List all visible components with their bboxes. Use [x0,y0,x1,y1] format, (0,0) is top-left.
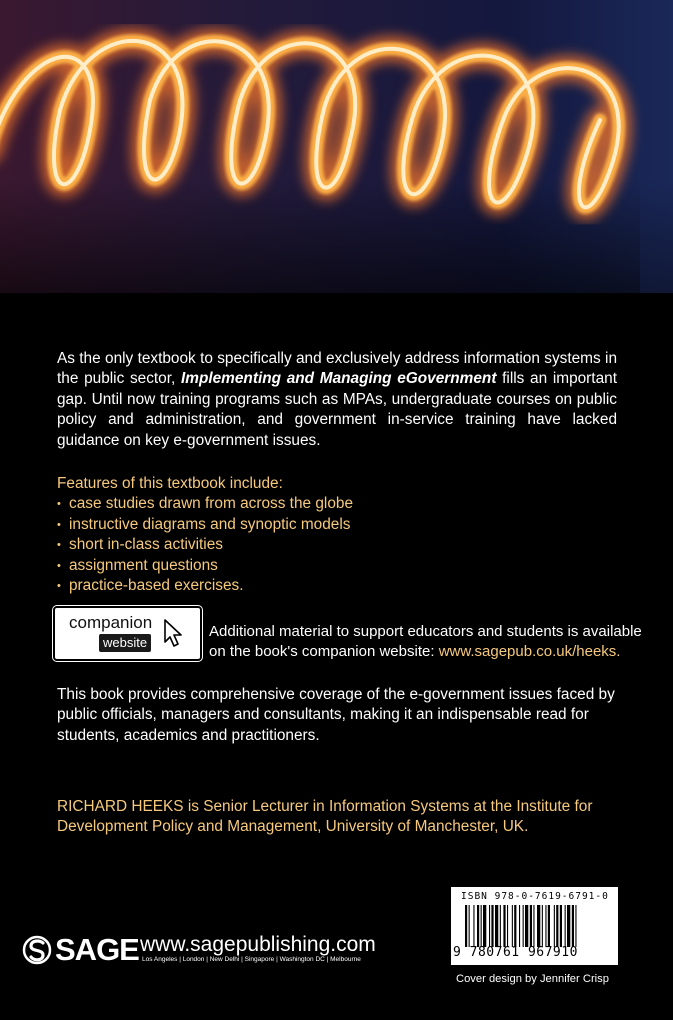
companion-website-logo [53,606,202,661]
barcode-bar [548,905,550,947]
barcode-bar [491,905,493,947]
barcode-bar [567,905,570,947]
barcode-bar [514,905,516,947]
barcode-bar [512,905,513,947]
barcode-bar [503,905,505,947]
companion-paragraph [209,622,659,663]
barcode-bar [519,905,520,947]
barcode-bar [465,905,467,947]
barcode-bar [473,905,474,947]
feature-item: • assignment questions [57,556,617,576]
barcode-bar [572,905,574,947]
companion-url-link[interactable]: www.sagepub.co.uk/heeks. [438,643,621,661]
companion-logo-line2: website [99,634,151,652]
barcode-bar [575,905,576,947]
barcode-bar [523,905,524,947]
barcode-bar [542,905,543,947]
barcode-bar [500,905,501,947]
features-heading: Features of this textbook include: [57,475,283,492]
mouse-pointer-icon [163,618,185,648]
feature-item: • short in-class activities [57,535,617,555]
barcode-bar [489,905,490,947]
barcode-bar [495,905,498,947]
feature-item: • instructive diagrams and synoptic models [57,515,617,535]
barcode-bar [477,905,479,947]
feature-item: • practice-based exercises. [57,576,617,596]
barcode-bar [537,905,540,947]
feature-item: • case studies drawn from across the globe [57,494,617,514]
publisher-block [22,932,376,972]
author-bio: RICHARD HEEKS is Senior Lecturer in Information Systems at the Institute for Development Policy and Management, University of Manchester, UK. [57,798,593,836]
isbn-number: ISBN 978-0-7619-6791-0 [461,891,609,902]
barcode-digits: 9 780761 967910 [453,945,578,960]
features-list [57,494,617,596]
sage-wordmark: SAGE [55,932,139,967]
barcode-bar [554,905,555,947]
sage-logo-icon [22,934,52,966]
barcode-bar [545,905,546,947]
cover-design-credit: Cover design by Jennifer Crisp [456,973,609,985]
barcode-bar [556,905,558,947]
barcode-bars [465,905,611,947]
barcode-bar [565,905,566,947]
publisher-url[interactable]: www.sagepublishing.com [140,933,376,956]
barcode-bar [533,905,534,947]
barcode-bar [560,905,562,947]
barcode-bar [507,905,508,947]
barcode-bar [530,905,532,947]
publisher-cities: Los Angeles | London | New Delhi | Singapore | Washington DC | Melbourne [142,956,361,963]
companion-text: Additional material to support educators and students is available on the book's companion website: [209,623,642,661]
intro-paragraph [57,349,617,451]
intro-text-before: As the only textbook to specifically and exclusively address information systems in the public sector, [57,350,617,388]
isbn-barcode [451,887,618,965]
cover-photo-light-spiral [0,0,673,293]
companion-logo-line1: companion [69,613,153,632]
barcode-bar [481,905,482,947]
barcode-bar [469,905,470,947]
features-section [57,474,617,596]
coverage-paragraph: This book provides comprehensive coverage of the e-government issues faced by public officials, managers and consultants, making it an indispensable read for students, academics and practitioners. [57,686,615,744]
barcode-bar [483,905,486,947]
book-title: Implementing and Managing eGovernment [180,370,497,388]
intro-text-after: fills an important gap. Until now training programs such as MPAs, undergraduate courses on public policy and administration, and government in-service training have lacked guidance on key e-government issues. [57,370,617,449]
barcode-bar [525,905,528,947]
